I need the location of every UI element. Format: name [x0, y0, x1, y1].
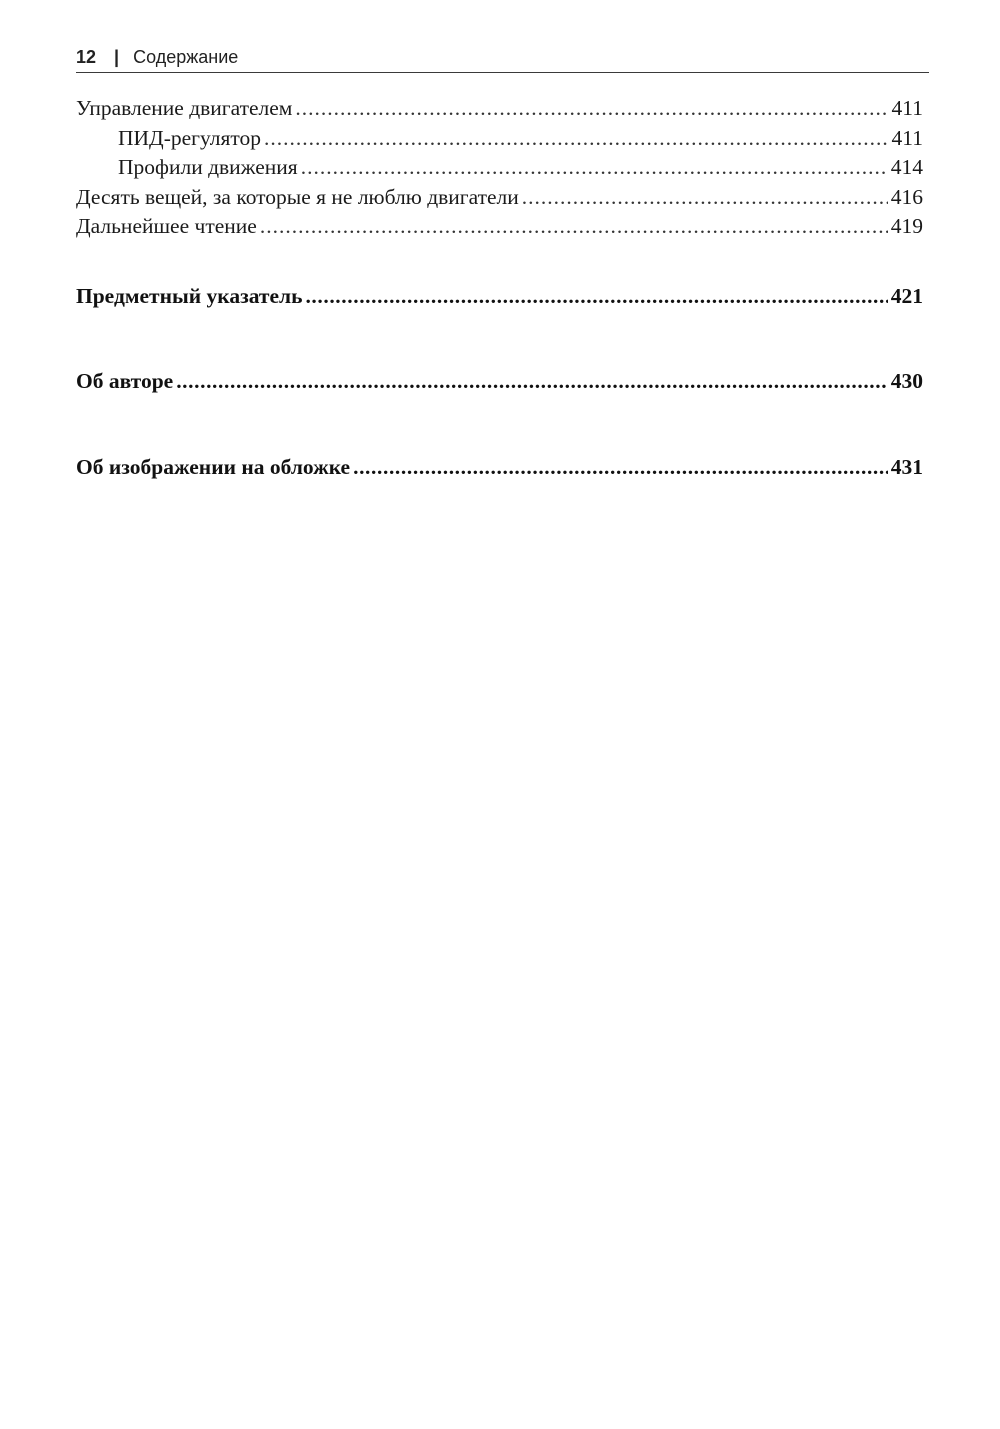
dot-leader [260, 212, 888, 242]
dot-leader [301, 153, 888, 183]
book-page [76, 0, 929, 1429]
toc-entry [76, 183, 923, 213]
dot-leader [176, 367, 888, 397]
toc-entry-title: Десять вещей, за которые я не люблю двигатели [76, 184, 519, 209]
dot-leader [522, 183, 888, 213]
toc-entry [76, 212, 923, 242]
section-title: Содержание [133, 47, 239, 67]
toc-entry-title: Профили движения [118, 155, 298, 179]
toc-entry-title: Управление двигателем [76, 96, 293, 120]
toc-entry-title: ПИД-регулятор [118, 125, 262, 150]
toc-entry-page: 419 [890, 214, 923, 238]
toc-entry [76, 94, 923, 124]
spacer [76, 311, 923, 367]
spacer [76, 242, 923, 282]
toc-entry-page: 416 [890, 184, 923, 209]
toc-chapter-entry [76, 453, 923, 483]
toc-chapter-entry [76, 367, 923, 397]
toc-entry [76, 124, 923, 154]
toc-chapter-entry [76, 282, 923, 312]
toc-entry-title: Об авторе [76, 369, 174, 393]
dot-leader [264, 124, 889, 154]
table-of-contents [76, 94, 923, 482]
toc-entry-page: 421 [890, 283, 923, 308]
header-separator: | [114, 47, 120, 67]
toc-entry-page: 431 [890, 454, 923, 479]
page-number: 12 [76, 47, 97, 67]
toc-entry-page: 411 [891, 96, 923, 120]
toc-entry-page: 414 [890, 155, 923, 179]
toc-entry-page: 430 [890, 369, 923, 393]
toc-entry-page: 411 [891, 125, 923, 150]
toc-entry-title: Дальнейшее чтение [76, 214, 257, 238]
dot-leader [305, 282, 887, 312]
spacer [76, 397, 923, 453]
dot-leader [295, 94, 888, 124]
dot-leader [353, 453, 888, 483]
toc-entry-title: Предметный указатель [76, 283, 303, 308]
toc-entry [76, 153, 923, 183]
running-header [76, 44, 929, 73]
toc-entry-title: Об изображении на обложке [76, 454, 351, 479]
